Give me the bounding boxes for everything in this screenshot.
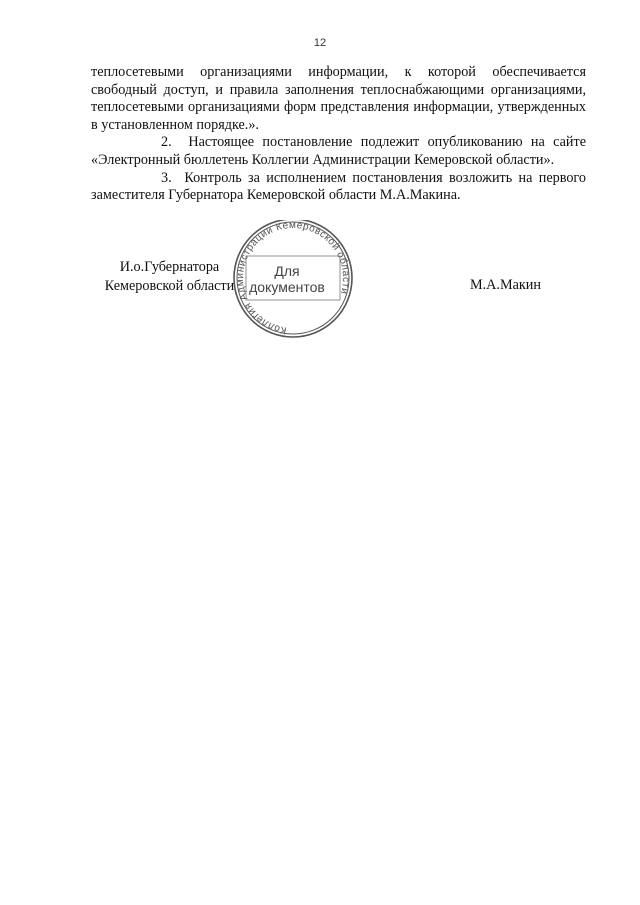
item-text: Настоящее постановление подлежит опубликованию на сайте «Электронный бюллетень Коллегии Администрации Кемеровской области».	[91, 134, 587, 168]
signatory-name: М.А.Макин	[470, 277, 541, 293]
item-number: 3.	[161, 169, 172, 186]
stamp-center-text	[247, 263, 327, 295]
paragraph-item-2	[91, 134, 586, 169]
document-body	[91, 64, 586, 205]
item-number: 2.	[161, 134, 172, 151]
paragraph-item-3	[91, 170, 586, 205]
signatory-title-line-2: Кемеровской области	[104, 278, 235, 294]
stamp-ring-text: Коллегия Администрации Кемеровской области	[234, 220, 352, 336]
signatory-title	[97, 258, 242, 296]
stamp-center-line-2: документов	[249, 279, 325, 295]
stamp-center-line-1: Для	[274, 263, 300, 279]
paragraph-continuation: теплосетевыми организациями информации, к которой обеспечивается свободный доступ, и правила заполнения теплоснабжающими организациями, теплосетевыми организациями форм представления информации, утвержденных в установленном порядке.».	[91, 64, 586, 133]
item-text: Контроль за исполнением постановления возложить на первого заместителя Губернатора Кемеровской области М.А.Макина.	[91, 169, 586, 204]
signatory-title-line-1: И.о.Губернатора	[119, 259, 220, 275]
page-number: 12	[313, 37, 327, 49]
